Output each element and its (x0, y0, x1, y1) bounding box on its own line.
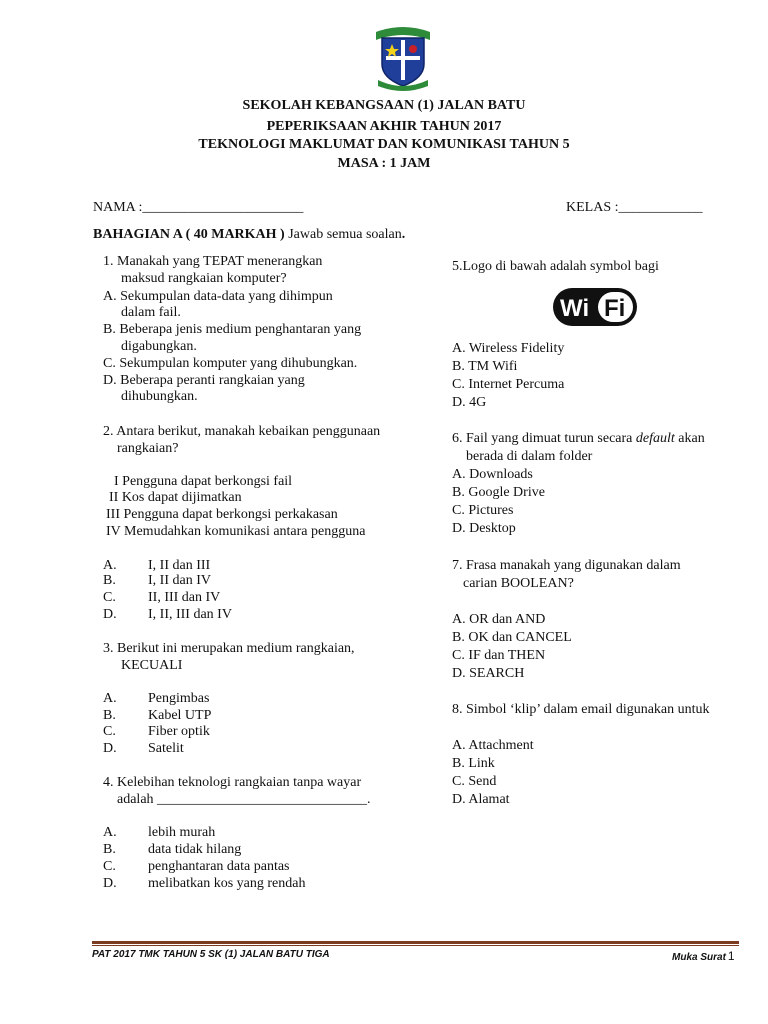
q2-option-d-text: I, II, III dan IV (148, 607, 232, 622)
q5-option-d: D. 4G (452, 395, 487, 410)
q1-option-a-cont: dalam fail. (121, 305, 181, 320)
q3-option-d-letter: D. (103, 741, 117, 756)
section-period: . (401, 227, 406, 242)
school-name: SEKOLAH KEBANGSAAN (1) JALAN BATU (242, 98, 526, 113)
svg-text:Wi: Wi (560, 295, 590, 322)
q2-option-c-letter: C. (103, 590, 116, 605)
q1-option-d-cont: dihubungkan. (121, 389, 198, 404)
q3-stem-cont: KECUALI (121, 658, 183, 673)
q2-option-d-letter: D. (103, 607, 117, 622)
q4-stem-cont: adalah ______________________________. (117, 792, 371, 807)
q1-option-b: B. Beberapa jenis medium penghantaran yang (103, 322, 362, 337)
page-label-text: Muka Surat (672, 952, 726, 963)
q7-option-b: B. OK dan CANCEL (452, 630, 572, 645)
q1-stem: 1. Manakah yang TEPAT menerangkan (103, 254, 323, 269)
q3-option-c-text: Fiber optik (148, 724, 210, 739)
q4-option-b-letter: B. (103, 842, 116, 857)
q4-option-a-letter: A. (103, 825, 117, 840)
page-label (672, 949, 735, 963)
q1-stem-cont: maksud rangkaian komputer? (121, 271, 287, 286)
wifi-logo (552, 284, 638, 330)
q6-stem-part3: akan (674, 431, 705, 446)
q2-option-b-text: I, II dan IV (148, 573, 211, 588)
exam-title: PEPERIKSAAN AKHIR TAHUN 2017 (266, 119, 502, 134)
q3-option-a-text: Pengimbas (148, 691, 210, 706)
q2-option-a-letter: A. (103, 558, 117, 573)
q4-stem: 4. Kelebihan teknologi rangkaian tanpa wayar (103, 775, 362, 790)
q4-option-d-letter: D. (103, 876, 117, 891)
q2-statement-4: IV Memudahkan komunikasi antara pengguna (106, 524, 366, 539)
q8-option-a: A. Attachment (452, 738, 534, 753)
q3-stem: 3. Berikut ini merupakan medium rangkaian, (103, 641, 355, 656)
q8-stem: 8. Simbol ‘klip’ dalam email digunakan untuk (452, 702, 710, 717)
section-instruction: Jawab semua soalan (284, 227, 402, 242)
q3-option-b-text: Kabel UTP (148, 708, 212, 723)
q4-option-b-text: data tidak hilang (148, 842, 242, 857)
q2-statement-2: II Kos dapat dijimatkan (109, 490, 242, 505)
q4-option-a-text: lebih murah (148, 825, 216, 840)
q2-statement-3: III Pengguna dapat berkongsi perkakasan (106, 507, 338, 522)
q8-option-b: B. Link (452, 756, 495, 771)
school-crest-logo (372, 22, 434, 94)
q6-stem-cont: berada di dalam folder (466, 449, 593, 464)
q1-option-b-cont: digabungkan. (121, 339, 197, 354)
q7-option-a: A. OR dan AND (452, 612, 546, 627)
q4-option-c-letter: C. (103, 859, 116, 874)
footer-rule-thick (92, 941, 739, 944)
subject-title: TEKNOLOGI MAKLUMAT DAN KOMUNIKASI TAHUN 5 (198, 137, 570, 152)
q7-option-d: D. SEARCH (452, 666, 525, 681)
q8-option-c: C. Send (452, 774, 497, 789)
q4-option-c-text: penghantaran data pantas (148, 859, 290, 874)
q7-stem: 7. Frasa manakah yang digunakan dalam (452, 558, 681, 573)
section-heading (93, 226, 405, 243)
q3-option-a-letter: A. (103, 691, 117, 706)
q5-stem: 5.Logo di bawah adalah symbol bagi (452, 259, 659, 274)
q7-stem-cont: carian BOOLEAN? (463, 576, 574, 591)
section-title: BAHAGIAN A ( 40 MARKAH ) (93, 227, 285, 242)
class-field: KELAS :____________ (566, 200, 703, 215)
name-field: NAMA :_______________________ (93, 200, 304, 215)
q2-option-a-text: I, II dan III (148, 558, 211, 573)
q3-option-b-letter: B. (103, 708, 116, 723)
q2-stem-cont: rangkaian? (117, 441, 179, 456)
q7-option-c: C. IF dan THEN (452, 648, 546, 663)
q3-option-d-text: Satelit (148, 741, 184, 756)
q6-stem (452, 430, 705, 447)
q2-option-c-text: II, III dan IV (148, 590, 221, 605)
q1-option-c: C. Sekumpulan komputer yang dihubungkan. (103, 356, 358, 371)
q6-stem-part1: 6. Fail yang dimuat turun secara (452, 431, 636, 446)
footer-rule-thin (92, 945, 739, 946)
q3-option-c-letter: C. (103, 724, 116, 739)
q6-option-b: B. Google Drive (452, 485, 545, 500)
wifi-logo-graphic (552, 284, 638, 330)
q5-option-c: C. Internet Percuma (452, 377, 565, 392)
q2-option-b-letter: B. (103, 573, 116, 588)
page-number: 1 (727, 949, 735, 963)
q1-option-d: D. Beberapa peranti rangkaian yang (103, 373, 305, 388)
footer-label: PAT 2017 TMK TAHUN 5 SK (1) JALAN BATU TIGA (92, 949, 330, 960)
q8-option-d: D. Alamat (452, 792, 510, 807)
q2-stem: 2. Antara berikut, manakah kebaikan penggunaan (103, 424, 381, 439)
q6-option-d: D. Desktop (452, 521, 516, 536)
q5-option-a: A. Wireless Fidelity (452, 341, 565, 356)
q6-option-a: A. Downloads (452, 467, 533, 482)
svg-text:Fi: Fi (604, 295, 626, 322)
q2-statement-1: I Pengguna dapat berkongsi fail (114, 474, 293, 489)
q6-option-c: C. Pictures (452, 503, 514, 518)
q4-option-d-text: melibatkan kos yang rendah (148, 876, 306, 891)
q1-option-a: A. Sekumpulan data-data yang dihimpun (103, 289, 333, 304)
exam-duration: MASA : 1 JAM (337, 156, 431, 171)
q5-option-b: B. TM Wifi (452, 359, 518, 374)
q6-stem-italic: default (635, 431, 675, 446)
